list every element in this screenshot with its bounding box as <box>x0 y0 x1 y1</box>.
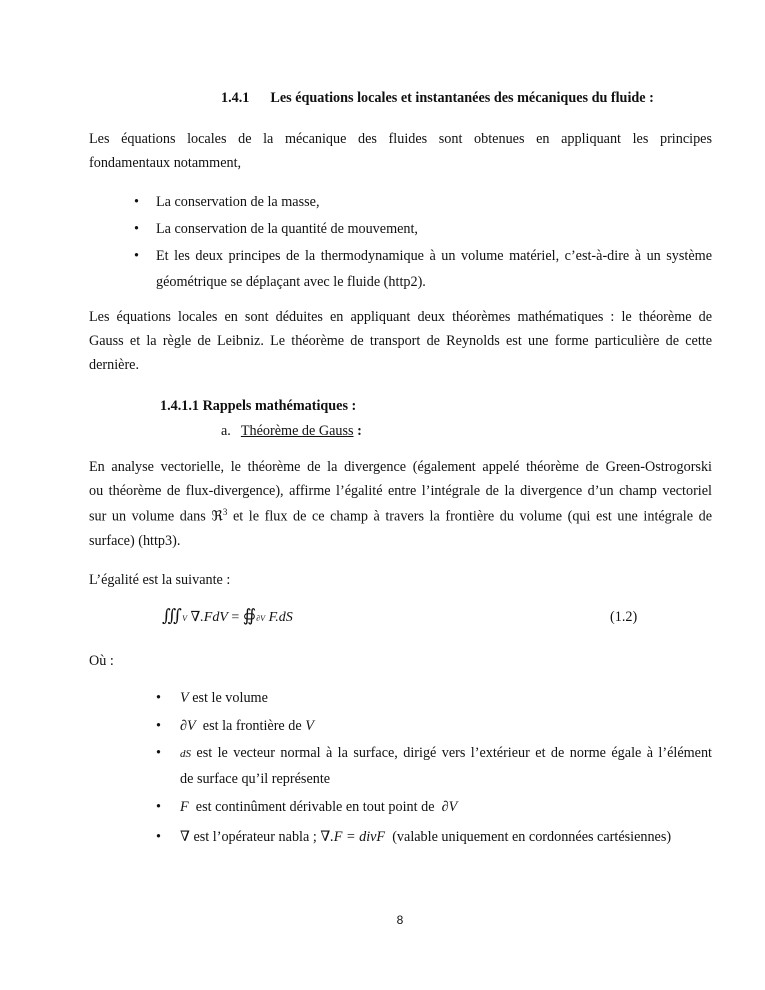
divergence-line-1: En analyse vectorielle, le théorème de la divergence (également appelé théorème de Green-Ostrogorski <box>89 459 712 475</box>
lhs-subscript: V <box>182 614 187 623</box>
bullet-icon: • <box>156 745 161 761</box>
divergence-formula: ∇.F = divF <box>320 829 386 845</box>
real-numbers-exponent: 3 <box>222 507 228 517</box>
section-heading <box>221 90 654 107</box>
def-volume-symbol: V <box>180 690 189 706</box>
intro-line-2: fondamentaux notamment, <box>89 155 242 171</box>
def-volume <box>180 690 268 707</box>
equation-number: (1.2) <box>610 609 638 625</box>
divergence-line-4: surface) (http3). <box>89 532 181 549</box>
gauss-equation <box>162 606 293 626</box>
def-boundary-symbol: ∂V <box>180 718 196 734</box>
def-normal-line-2: de surface qu’il représente <box>180 771 331 787</box>
deduction-line-3: dernière. <box>89 357 140 373</box>
bullet-icon: • <box>156 829 161 845</box>
divergence-line-3 <box>89 507 712 526</box>
surface-integral-symbol: ∯ <box>242 606 257 625</box>
item-a-heading <box>221 423 362 440</box>
page-number: 8 <box>396 913 404 927</box>
bullet-icon: • <box>134 248 139 264</box>
divergence-line-3-end: et le flux de ce champ à travers la frontière du volume (qui est une intégrale de <box>227 508 712 525</box>
intro-line-1: Les équations locales de la mécanique des fluides sont obtenues en appliquant les principes <box>89 131 712 147</box>
def-boundary-text: est la frontière de <box>195 718 306 734</box>
where-label: Où : <box>89 653 114 669</box>
def-normal-text: est le vecteur normal à la surface, dirigé vers l’extérieur et de norme égale à l’élément <box>191 745 712 761</box>
def-nabla-note: (valable uniquement en cordonnées cartésiennes) <box>385 829 672 845</box>
subsection-heading: 1.4.1.1 Rappels mathématiques : <box>160 398 357 414</box>
def-boundary-symbol-2: V <box>305 718 314 734</box>
divergence-paragraph <box>89 459 712 550</box>
bullet-icon: • <box>134 221 139 237</box>
rhs-subscript: ∂V <box>256 614 266 623</box>
bullet-icon: • <box>156 718 161 734</box>
def-field <box>180 799 457 816</box>
def-field-text: est continûment dérivable en tout point de <box>188 799 442 815</box>
principle-thermo-line-2: géométrique se déplaçant avec le fluide (http2). <box>156 274 426 290</box>
def-field-symbol-2: ∂V <box>441 799 458 815</box>
item-a-colon: : <box>353 423 362 439</box>
def-normal-symbol: dS <box>180 748 191 760</box>
nabla-symbol: ∇ <box>180 829 190 845</box>
principle-mass: La conservation de la masse, <box>156 194 320 210</box>
rhs-integrand: F.dS <box>268 610 293 625</box>
equals-sign: = <box>231 610 240 625</box>
deduction-line-1: Les équations locales en sont déduites en appliquant deux théorèmes mathématiques : le théorème de <box>89 309 712 325</box>
item-a-title: Théorème de Gauss <box>240 423 354 439</box>
def-normal-line-1 <box>180 745 712 762</box>
triple-integral-symbol: ∭ <box>162 606 183 625</box>
bullet-icon: • <box>156 799 161 815</box>
intro-paragraph <box>89 131 712 172</box>
section-number: 1.4.1 <box>221 90 250 106</box>
deduction-paragraph <box>89 309 712 374</box>
divergence-line-3-start: sur un volume dans <box>89 508 212 525</box>
bullet-icon: • <box>134 194 139 210</box>
section-title: Les équations locales et instantanées des mécaniques du fluide : <box>270 90 654 106</box>
principle-momentum: La conservation de la quantité de mouvement, <box>156 221 418 237</box>
item-a-marker: a. <box>221 423 231 439</box>
def-volume-text: est le volume <box>188 690 268 706</box>
real-numbers-symbol: ℜ <box>211 508 223 525</box>
principle-thermo-line-1: Et les deux principes de la thermodynamique à un volume matériel, c’est-à-dire à un système <box>156 248 712 264</box>
def-field-symbol: F <box>180 799 189 815</box>
bullet-icon: • <box>156 690 161 706</box>
def-nabla <box>180 829 671 846</box>
equality-intro: L’égalité est la suivante : <box>89 572 231 588</box>
def-boundary <box>180 718 314 735</box>
deduction-line-2: Gauss et la règle de Leibniz. Le théorème de transport de Reynolds est une forme particulière de cette <box>89 333 712 349</box>
def-nabla-text: est l’opérateur nabla ; <box>189 829 321 845</box>
divergence-line-2: ou théorème de flux-divergence), affirme l’égalité entre l’intégrale de la divergence d’un champ vectoriel <box>89 483 712 499</box>
lhs-integrand: ∇.FdV <box>190 610 228 625</box>
